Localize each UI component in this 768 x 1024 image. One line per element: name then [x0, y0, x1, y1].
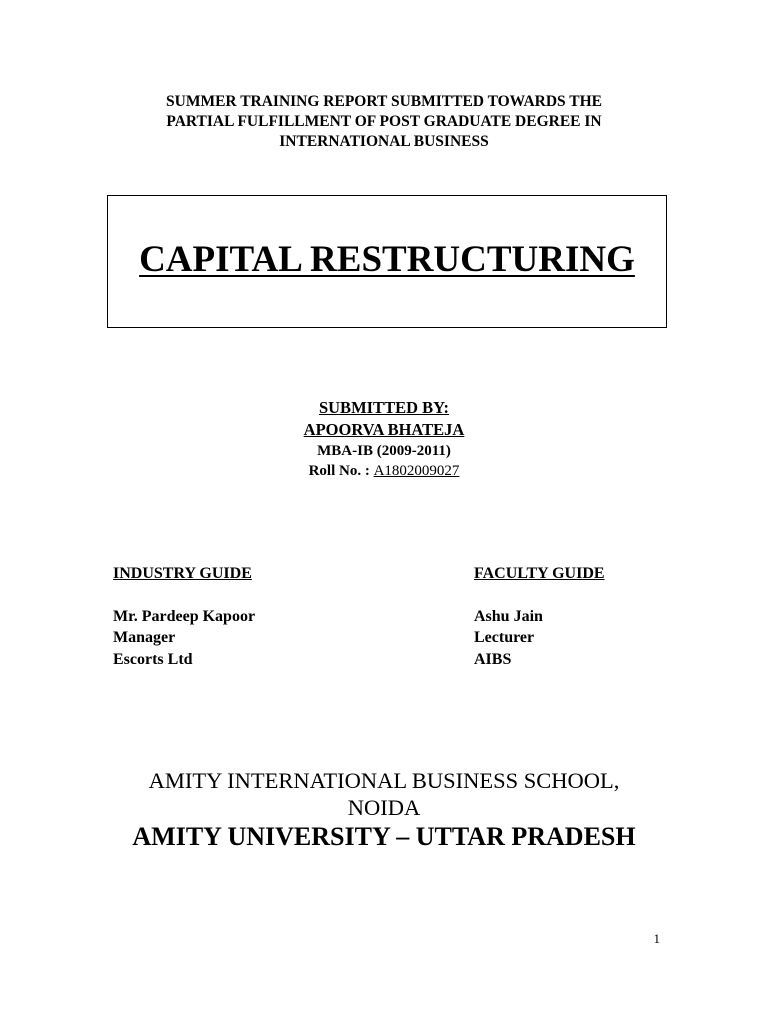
industry-guide-designation: Manager — [113, 629, 176, 646]
school-name-line-1: AMITY INTERNATIONAL BUSINESS SCHOOL, — [148, 768, 620, 793]
school-name — [60, 767, 708, 821]
faculty-guide-title: FACULTY GUIDE — [474, 565, 605, 582]
submitted-by-block — [184, 396, 584, 481]
faculty-guide-block — [474, 563, 605, 670]
roll-number-line — [184, 461, 584, 481]
faculty-guide-name: Ashu Jain — [474, 607, 543, 625]
heading-line-3: INTERNATIONAL BUSINESS — [279, 133, 489, 150]
submitted-by-label: SUBMITTED BY: — [318, 398, 450, 417]
student-name: APOORVA BHATEJA — [303, 420, 465, 439]
report-title: CAPITAL RESTRUCTURING — [139, 239, 635, 280]
heading-line-2: PARTIAL FULFILLMENT OF POST GRADUATE DEGREE IN — [166, 113, 602, 130]
faculty-guide-organization: AIBS — [474, 650, 512, 668]
industry-guide-title: INDUSTRY GUIDE — [113, 565, 252, 582]
roll-number-value: A1802009027 — [373, 463, 460, 479]
course-info: MBA-IB (2009-2011) — [317, 443, 451, 459]
report-heading — [60, 92, 708, 152]
industry-guide-block — [113, 563, 255, 670]
page-number: 1 — [653, 931, 660, 946]
title-box — [107, 195, 667, 328]
industry-guide-organization: Escorts Ltd — [113, 650, 193, 668]
university-name: AMITY UNIVERSITY – UTTAR PRADESH — [132, 822, 636, 851]
school-name-line-2: NOIDA — [347, 795, 421, 820]
heading-line-1: SUMMER TRAINING REPORT SUBMITTED TOWARDS THE — [166, 93, 602, 110]
faculty-guide-designation: Lecturer — [474, 629, 535, 646]
industry-guide-name: Mr. Pardeep Kapoor — [113, 607, 256, 625]
roll-number-label: Roll No. : — [308, 463, 374, 479]
